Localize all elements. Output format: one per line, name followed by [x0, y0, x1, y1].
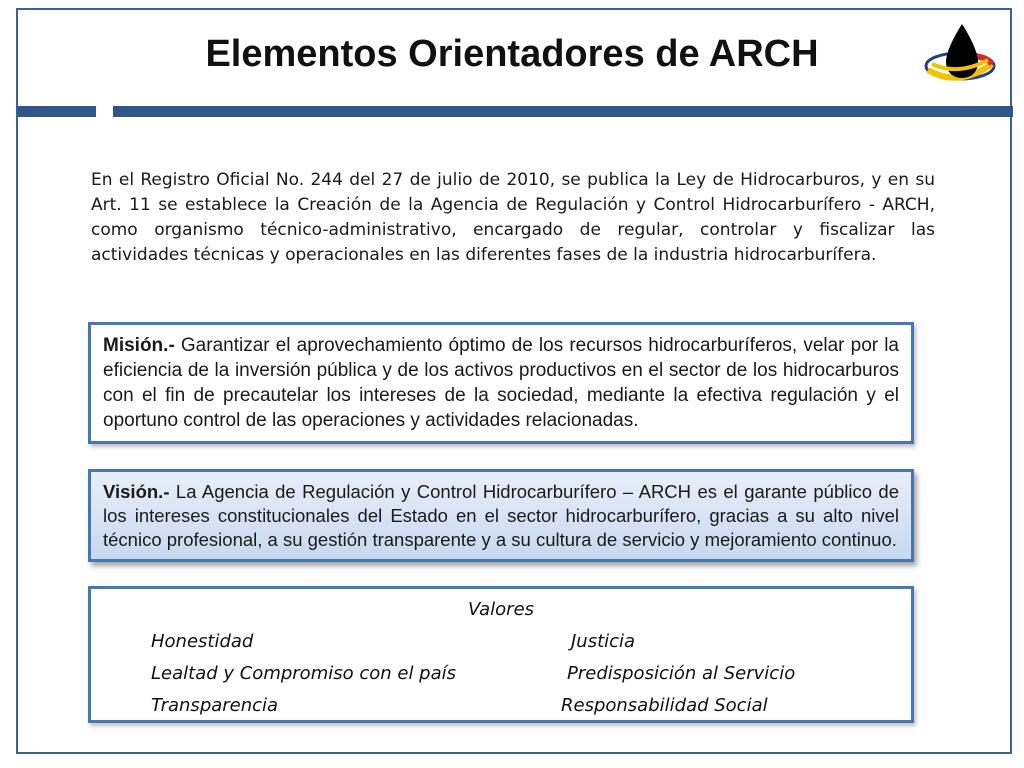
header-rule-right: [113, 106, 1013, 117]
page-title: Elementos Orientadores de ARCH: [205, 33, 819, 75]
oil-drop-logo-icon: [918, 20, 998, 90]
vision-box: [88, 469, 914, 562]
mision-box: [88, 322, 914, 444]
intro-paragraph: En el Registro Oficial No. 244 del 27 de julio de 2010, se publica la Ley de Hidrocarburos, y en su Art. 11 se establece la Creación de la Agencia de Regulación y Control Hidrocarburífero - ARCH, como organismo técnico-administrativo, encargado de regular, controlar y fiscalizar las actividades técnicas y operacionales en las diferentes fases de la industria hidrocarburífera.: [91, 170, 935, 265]
valor-item: Transparencia: [151, 695, 279, 716]
vision-text: [103, 480, 899, 552]
mision-label: Misión.-: [103, 335, 175, 356]
valor-item: Predisposición al Servicio: [567, 663, 796, 684]
valor-item: Honestidad: [151, 631, 254, 652]
header-rule-left: [18, 106, 96, 117]
vision-label: Visión.-: [103, 481, 170, 502]
valor-item: Responsabilidad Social: [561, 695, 768, 716]
valores-box: [88, 586, 914, 723]
valor-item: Lealtad y Compromiso con el país: [151, 663, 457, 684]
mision-text: [103, 333, 899, 433]
mision-body: Garantizar el aprovechamiento óptimo de los recursos hidrocarburíferos, velar por la eficiencia de la inversión pública y de los activos productivos en el sector de los hidrocarburos con el fin de precautelar los intereses de la sociedad, mediante la efectiva regulación y el oportuno control de las operaciones y actividades relacionadas.: [103, 335, 899, 431]
valores-title: Valores: [467, 599, 535, 620]
vision-body: La Agencia de Regulación y Control Hidrocarburífero – ARCH es el garante público de los intereses constitucionales del Estado en el sector hidrocarburífero, gracias a su alto nivel técnico profesional, a su gestión transparente y a su cultura de servicio y mejoramiento continuo.: [103, 481, 899, 550]
valor-item: Justicia: [571, 631, 636, 652]
